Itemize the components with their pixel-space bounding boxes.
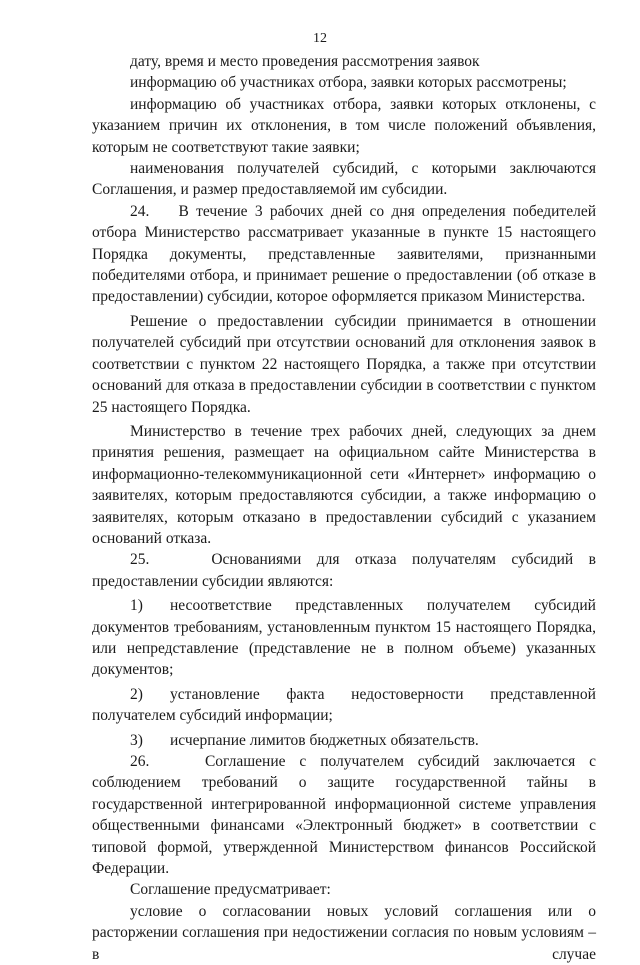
list-item-spread-line [170,595,596,616]
list-item-1-continuation: документов требованиям, установленным пунктом 15 настоящего Порядка, или непредставление (представление не в полном объеме) указанных документов; [92,618,596,679]
list-item-3 [92,730,596,751]
paragraph-review-date: дату, время и место проведения рассмотрения заявок [130,53,480,70]
paragraph-25: 25. Основаниями для отказа получателям субсидий в предоставлении субсидии являются: [92,551,596,590]
list-item-spread-line [170,684,596,705]
paragraph-rejected-participants: информацию об участниках отбора, заявки которых отклонены, с указанием причин их отклонения, в том числе положений объявления, которым не соответствуют такие заявки; [92,95,596,156]
list-word: субсидий [534,597,596,615]
list-word: установление [170,685,260,703]
list-word: представленных [295,597,404,615]
paragraph-reviewed-participants: информацию об участниках отбора, заявки которых рассмотрены; [130,74,567,92]
list-word: факта [286,685,325,703]
list-item-number: 1) [130,597,143,615]
list-item-number: 3) [130,731,143,749]
paragraph-publication: Министерство в течение трех рабочих дней, следующих за днем принятия решения, размещает на официальном сайте Министерства в информационно-телекоммуникационной сети «Интернет» информацию о заявителях, которым предоставляются субсидии, а также информацию о заявителях, которым отказано в предоставлении субсидий с указанием оснований отказа. [92,422,596,547]
list-word: получателем [426,597,511,615]
list-item-2-first-line [92,684,596,705]
paragraph-agreement-provides: Соглашение предусматривает: [130,881,331,899]
list-item-text: исчерпание лимитов бюджетных обязательств. [170,731,479,749]
list-item-1-first-line [92,595,596,616]
paragraph-new-conditions: условие о согласовании новых условий соглашения или о расторжении соглашения при недостижении согласия по новым условиям – в случае [92,902,596,963]
list-word: недостоверности [351,685,464,703]
paragraph-recipients: наименования получателей субсидий, с которыми заключаются Соглашения, и размер предоставляемой им субсидии. [92,160,596,199]
paragraph-24: 24. В течение 3 рабочих дней со дня определения победителей отбора Министерство рассматривает указанные в пункте 15 настоящего Порядка документы, представленные заявителями, признанными победителями отбора, и принимает решение о предоставлении (об отказе в предоставлении) субсидии, которое оформляется приказом Министерства. [92,202,596,306]
list-word: несоответствие [170,597,272,615]
page-number: 12 [313,31,327,46]
document-body [92,51,596,965]
list-item-number: 2) [130,685,143,703]
list-word: представленной [490,685,596,703]
list-item-2-continuation: получателем субсидий информации; [92,707,333,725]
paragraph-26: 26. Соглашение с получателем субсидий заключается с соблюдением требований о защите государственной тайны в государственной интегрированной информационной системе управления общественными финансами «Электронный бюджет» в соответствии с типовой формой, утвержденной Министерством финансов Российской Федерации. [92,753,596,878]
paragraph-decision: Решение о предоставлении субсидии принимается в отношении получателей субсидий при отсутствии оснований для отклонения заявок в соответствии с пунктом 22 настоящего Порядка, а также при отсутствии оснований для отказа в предоставлении субсидии в соответствии с пунктом 25 настоящего Порядка. [92,312,596,416]
